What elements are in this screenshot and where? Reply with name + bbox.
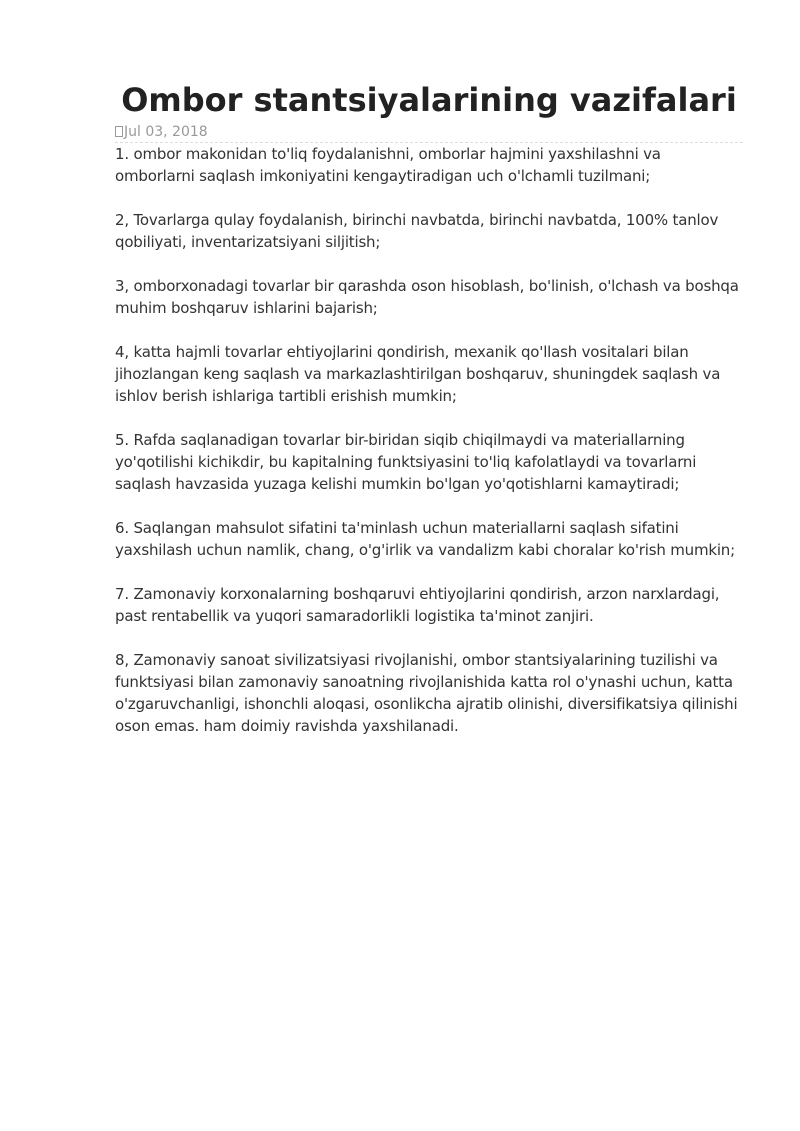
article-paragraph-5: 5. Rafda saqlanadigan tovarlar bir-biridan siqib chiqilmaydi va materiallarning yo'qotilishi kichikdir, bu kapitalning funktsiyasini to'liq kafolatlaydi va tovarlarni saqlash havzasida yuzaga kelishi mumkin bo'lgan yo'qotishlarni kamaytiradi; — [115, 431, 697, 493]
article-paragraph-2: 2, Tovarlarga qulay foydalanish, birinchi navbatda, birinchi navbatda, 100% tanlov qobiliyati, inventarizatsiyani siljitish; — [115, 211, 719, 251]
article-paragraph-3: 3, omborxonadagi tovarlar bir qarashda oson hisoblash, bo'linish, o'lchash va boshqa muhim boshqaruv ishlarini bajarish; — [115, 277, 739, 317]
publish-date: Jul 03, 2018 — [124, 124, 208, 140]
page-title: Ombor stantsiyalarining vazifalari — [121, 81, 737, 119]
article-meta — [115, 122, 743, 143]
article-body — [115, 143, 743, 737]
article-paragraph-8: 8, Zamonaviy sanoat sivilizatsiyasi rivojlanishi, ombor stantsiyalarining tuzilishi va funktsiyasi bilan zamonaviy sanoatning rivojlanishida katta rol o'ynashi uchun, katta o'zgaruvchanligi, ishonchli aloqasi, osonlikcha ajratib olinishi, diversifikatsiya qilinishi oson emas. ham doimiy ravishda yaxshilanadi. — [115, 651, 738, 735]
article-container — [115, 0, 743, 759]
calendar-icon — [115, 126, 123, 137]
article-paragraph-4: 4, katta hajmli tovarlar ehtiyojlarini qondirish, mexanik qo'llash vositalari bilan jihozlangan keng saqlash va markazlashtirilgan boshqaruv, shuningdek saqlash va ishlov berish ishlariga tartibli erishish mumkin; — [115, 343, 721, 405]
article-paragraph-1: 1. ombor makonidan to'liq foydalanishni, omborlar hajmini yaxshilashni va omborlarni saqlash imkoniyatini kengaytiradigan uch o'lchamli tuzilmani; — [115, 145, 661, 185]
article-paragraph-7: 7. Zamonaviy korxonalarning boshqaruvi ehtiyojlarini qondirish, arzon narxlardagi, past rentabellik va yuqori samaradorlikli logistika ta'minot zanjiri. — [115, 585, 720, 625]
article-paragraph-6: 6. Saqlangan mahsulot sifatini ta'minlash uchun materiallarni saqlash sifatini yaxshilash uchun namlik, chang, o'g'irlik va vandalizm kabi choralar ko'rish mumkin; — [115, 519, 735, 559]
